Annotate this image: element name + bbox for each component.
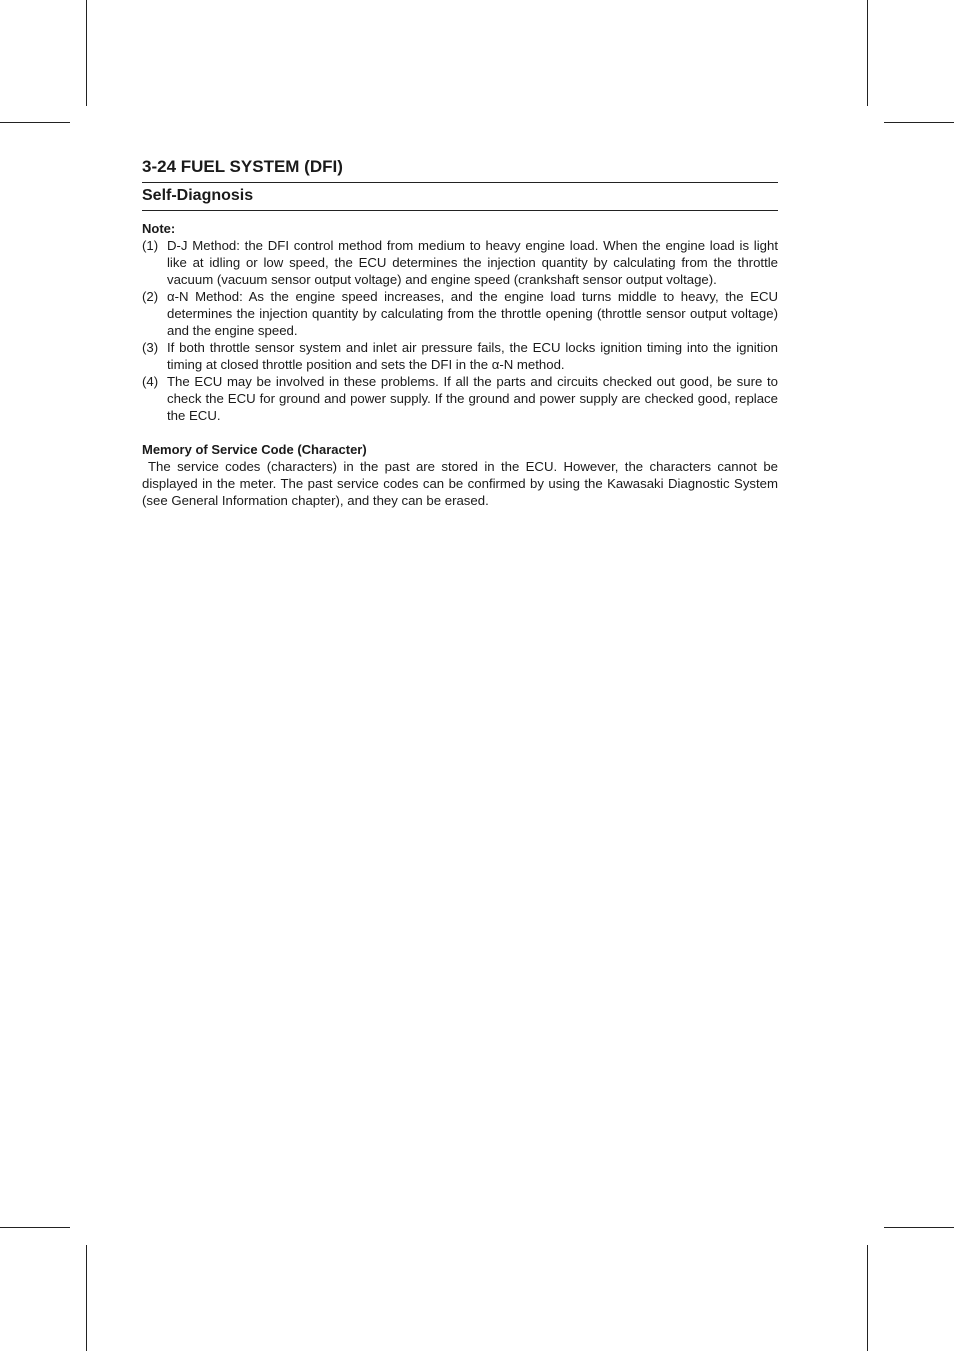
crop-mark-bottom-right-horizontal bbox=[884, 1227, 954, 1228]
note-text: The ECU may be involved in these problems. If all the parts and circuits checked out good, be sure to check the ECU for ground and power supply. If the ground and power supply are checked good, replace the ECU. bbox=[167, 374, 778, 423]
manual-page bbox=[142, 154, 778, 509]
memory-section-body: The service codes (characters) in the past are stored in the ECU. However, the characters cannot be displayed in the meter. The past service codes can be confirmed by using the Kawasaki Diagnostic System (see General Information chapter), and they can be erased. bbox=[142, 459, 778, 508]
note-text: D-J Method: the DFI control method from medium to heavy engine load. When the engine load is light like at idling or low speed, the ECU determines the injection quantity by calculating from the throttle vacuum (vacuum sensor output voltage) and engine speed (crankshaft sensor output voltage). bbox=[167, 238, 778, 287]
crop-mark-top-right-horizontal bbox=[884, 122, 954, 123]
memory-section-heading: Memory of Service Code (Character) bbox=[142, 442, 367, 457]
crop-mark-bottom-right-vertical bbox=[867, 1245, 868, 1351]
crop-mark-top-left-vertical bbox=[86, 0, 87, 106]
crop-mark-bottom-left-vertical bbox=[86, 1245, 87, 1351]
note-label: Note: bbox=[142, 221, 176, 236]
note-item bbox=[142, 237, 778, 288]
note-number: (2) bbox=[142, 289, 159, 304]
note-number: (3) bbox=[142, 340, 159, 355]
note-list bbox=[142, 237, 778, 424]
crop-mark-top-left-horizontal bbox=[0, 122, 70, 123]
note-text: α-N Method: As the engine speed increases, and the engine load turns middle to heavy, the ECU determines the injection quantity by calculating from the throttle opening (throttle sensor output voltage) and the engine speed. bbox=[167, 289, 778, 338]
section-title: Self-Diagnosis bbox=[142, 183, 778, 211]
note-text: If both throttle sensor system and inlet air pressure fails, the ECU locks ignition timing into the ignition timing at closed throttle position and sets the DFI in the α-N method. bbox=[167, 340, 778, 372]
crop-mark-top-right-vertical bbox=[867, 0, 868, 106]
note-item bbox=[142, 339, 778, 373]
running-head: 3-24 FUEL SYSTEM (DFI) bbox=[142, 154, 778, 183]
note-number: (4) bbox=[142, 374, 159, 389]
note-number: (1) bbox=[142, 238, 159, 253]
note-item bbox=[142, 288, 778, 339]
crop-mark-bottom-left-horizontal bbox=[0, 1227, 70, 1228]
note-item bbox=[142, 373, 778, 424]
